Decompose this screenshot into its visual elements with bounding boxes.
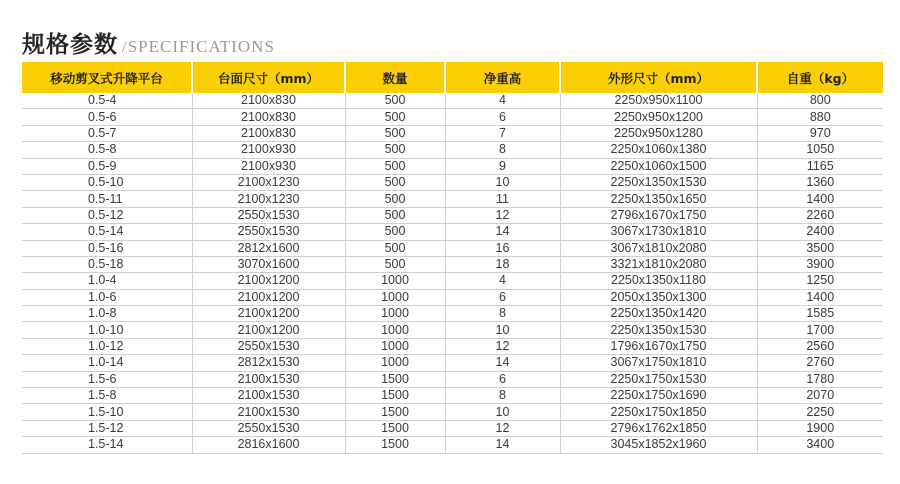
height-cell: 14 (445, 355, 560, 371)
height-cell: 10 (445, 322, 560, 338)
table-row (22, 420, 883, 436)
quantity-cell: 1000 (345, 273, 445, 289)
model-cell: 0.5-9 (22, 158, 192, 174)
dimensions-cell: 2250x1350x1420 (560, 306, 757, 322)
weight-cell: 3500 (757, 240, 883, 256)
dimensions-cell: 2250x1350x1650 (560, 191, 757, 207)
table-row (22, 322, 883, 338)
table-size-cell: 2816x1600 (192, 437, 345, 453)
table-size-cell: 2100x930 (192, 158, 345, 174)
weight-cell: 1250 (757, 273, 883, 289)
weight-cell: 880 (757, 109, 883, 125)
table-size-cell: 2100x1200 (192, 306, 345, 322)
quantity-cell: 1500 (345, 404, 445, 420)
model-cell: 0.5-6 (22, 109, 192, 125)
table-size-cell: 2100x1530 (192, 371, 345, 387)
table-row (22, 142, 883, 158)
quantity-cell: 1000 (345, 355, 445, 371)
quantity-cell: 500 (345, 158, 445, 174)
page-title (22, 26, 275, 59)
table-size-cell: 2100x1230 (192, 191, 345, 207)
model-cell: 1.5-14 (22, 437, 192, 453)
table-row (22, 371, 883, 387)
model-cell: 1.5-10 (22, 404, 192, 420)
height-cell: 6 (445, 109, 560, 125)
height-cell: 8 (445, 306, 560, 322)
model-cell: 1.0-8 (22, 306, 192, 322)
quantity-cell: 500 (345, 256, 445, 272)
table-size-cell: 2550x1530 (192, 420, 345, 436)
specifications-table (22, 62, 883, 454)
table-row (22, 224, 883, 240)
quantity-cell: 1000 (345, 306, 445, 322)
dimensions-cell: 2050x1350x1300 (560, 289, 757, 305)
height-cell: 9 (445, 158, 560, 174)
dimensions-cell: 2796x1762x1850 (560, 420, 757, 436)
dimensions-cell: 2250x1060x1500 (560, 158, 757, 174)
weight-cell: 3900 (757, 256, 883, 272)
quantity-cell: 500 (345, 142, 445, 158)
quantity-cell: 500 (345, 191, 445, 207)
height-cell: 6 (445, 289, 560, 305)
model-cell: 0.5-12 (22, 207, 192, 223)
table-size-cell: 2100x1530 (192, 388, 345, 404)
model-cell: 0.5-10 (22, 174, 192, 190)
quantity-cell: 1000 (345, 338, 445, 354)
table-size-cell: 2550x1530 (192, 338, 345, 354)
quantity-cell: 1500 (345, 437, 445, 453)
table-row (22, 289, 883, 305)
dimensions-header: 外形尺寸（mm） (560, 62, 757, 93)
table-size-header: 台面尺寸（mm） (192, 62, 345, 93)
quantity-cell: 1000 (345, 289, 445, 305)
weight-cell: 970 (757, 125, 883, 141)
dimensions-cell: 2250x950x1100 (560, 93, 757, 109)
height-cell: 6 (445, 371, 560, 387)
height-cell: 12 (445, 420, 560, 436)
model-cell: 1.0-6 (22, 289, 192, 305)
dimensions-cell: 2250x1350x1530 (560, 322, 757, 338)
table-row (22, 158, 883, 174)
weight-cell: 2070 (757, 388, 883, 404)
model-cell: 1.0-10 (22, 322, 192, 338)
table-body (22, 93, 883, 453)
height-cell: 8 (445, 142, 560, 158)
weight-cell: 3400 (757, 437, 883, 453)
weight-cell: 1585 (757, 306, 883, 322)
table-size-cell: 2550x1530 (192, 207, 345, 223)
model-cell: 0.5-16 (22, 240, 192, 256)
height-cell: 4 (445, 273, 560, 289)
quantity-cell: 500 (345, 174, 445, 190)
height-cell: 10 (445, 404, 560, 420)
dimensions-cell: 2796x1670x1750 (560, 207, 757, 223)
weight-cell: 800 (757, 93, 883, 109)
table-row (22, 109, 883, 125)
table-size-cell: 2100x830 (192, 125, 345, 141)
quantity-cell: 500 (345, 207, 445, 223)
quantity-cell: 1500 (345, 420, 445, 436)
weight-header: 自重（kg） (757, 62, 883, 93)
table-row (22, 437, 883, 453)
table-row (22, 306, 883, 322)
title-english: /SPECIFICATIONS (122, 37, 275, 56)
table-row (22, 388, 883, 404)
dimensions-cell: 2250x1750x1690 (560, 388, 757, 404)
weight-cell: 2560 (757, 338, 883, 354)
title-chinese: 规格参数 (22, 32, 118, 58)
quantity-cell: 1500 (345, 388, 445, 404)
weight-cell: 1700 (757, 322, 883, 338)
table-size-cell: 2100x1200 (192, 322, 345, 338)
weight-cell: 1165 (757, 158, 883, 174)
model-cell: 1.0-12 (22, 338, 192, 354)
model-header: 移动剪叉式升降平台 (22, 62, 192, 93)
table-size-cell: 2100x1200 (192, 273, 345, 289)
quantity-cell: 500 (345, 93, 445, 109)
model-cell: 1.5-8 (22, 388, 192, 404)
model-cell: 0.5-8 (22, 142, 192, 158)
weight-cell: 1900 (757, 420, 883, 436)
model-cell: 0.5-4 (22, 93, 192, 109)
height-cell: 8 (445, 388, 560, 404)
table-size-cell: 2100x830 (192, 93, 345, 109)
table-row (22, 174, 883, 190)
weight-cell: 1360 (757, 174, 883, 190)
height-cell: 14 (445, 437, 560, 453)
table-row (22, 256, 883, 272)
dimensions-cell: 2250x950x1280 (560, 125, 757, 141)
model-cell: 0.5-14 (22, 224, 192, 240)
height-cell: 16 (445, 240, 560, 256)
table-size-cell: 2100x1200 (192, 289, 345, 305)
table-size-cell: 2100x1230 (192, 174, 345, 190)
table-row (22, 240, 883, 256)
table-size-cell: 2100x1530 (192, 404, 345, 420)
weight-cell: 2760 (757, 355, 883, 371)
model-cell: 0.5-18 (22, 256, 192, 272)
height-cell: 12 (445, 338, 560, 354)
weight-cell: 1780 (757, 371, 883, 387)
table-row (22, 404, 883, 420)
model-cell: 0.5-7 (22, 125, 192, 141)
weight-cell: 2260 (757, 207, 883, 223)
weight-cell: 2400 (757, 224, 883, 240)
dimensions-cell: 1796x1670x1750 (560, 338, 757, 354)
weight-cell: 1400 (757, 289, 883, 305)
height-cell: 18 (445, 256, 560, 272)
dimensions-cell: 2250x1350x1180 (560, 273, 757, 289)
quantity-cell: 500 (345, 125, 445, 141)
quantity-cell: 500 (345, 240, 445, 256)
dimensions-cell: 3321x1810x2080 (560, 256, 757, 272)
table-size-cell: 2550x1530 (192, 224, 345, 240)
quantity-cell: 1500 (345, 371, 445, 387)
dimensions-cell: 2250x1750x1530 (560, 371, 757, 387)
table-header-row (22, 62, 883, 93)
height-cell: 12 (445, 207, 560, 223)
height-cell: 4 (445, 93, 560, 109)
weight-cell: 1050 (757, 142, 883, 158)
table-size-cell: 2812x1530 (192, 355, 345, 371)
model-cell: 0.5-11 (22, 191, 192, 207)
table-size-cell: 2100x930 (192, 142, 345, 158)
dimensions-cell: 2250x1350x1530 (560, 174, 757, 190)
quantity-cell: 1000 (345, 322, 445, 338)
height-cell: 7 (445, 125, 560, 141)
quantity-cell: 500 (345, 224, 445, 240)
weight-cell: 1400 (757, 191, 883, 207)
table-row (22, 125, 883, 141)
dimensions-cell: 3067x1730x1810 (560, 224, 757, 240)
table-row (22, 273, 883, 289)
dimensions-cell: 3045x1852x1960 (560, 437, 757, 453)
table-size-cell: 2812x1600 (192, 240, 345, 256)
height-cell: 14 (445, 224, 560, 240)
weight-cell: 2250 (757, 404, 883, 420)
table-row (22, 93, 883, 109)
table-row (22, 355, 883, 371)
quantity-cell: 500 (345, 109, 445, 125)
table-row (22, 207, 883, 223)
height-header: 净重高 (445, 62, 560, 93)
model-cell: 1.5-12 (22, 420, 192, 436)
table-size-cell: 2100x830 (192, 109, 345, 125)
table-row (22, 191, 883, 207)
table-row (22, 338, 883, 354)
dimensions-cell: 3067x1810x2080 (560, 240, 757, 256)
model-cell: 1.0-4 (22, 273, 192, 289)
model-cell: 1.5-6 (22, 371, 192, 387)
height-cell: 10 (445, 174, 560, 190)
model-cell: 1.0-14 (22, 355, 192, 371)
dimensions-cell: 3067x1750x1810 (560, 355, 757, 371)
dimensions-cell: 2250x950x1200 (560, 109, 757, 125)
dimensions-cell: 2250x1750x1850 (560, 404, 757, 420)
table-size-cell: 3070x1600 (192, 256, 345, 272)
quantity-header: 数量 (345, 62, 445, 93)
height-cell: 11 (445, 191, 560, 207)
dimensions-cell: 2250x1060x1380 (560, 142, 757, 158)
